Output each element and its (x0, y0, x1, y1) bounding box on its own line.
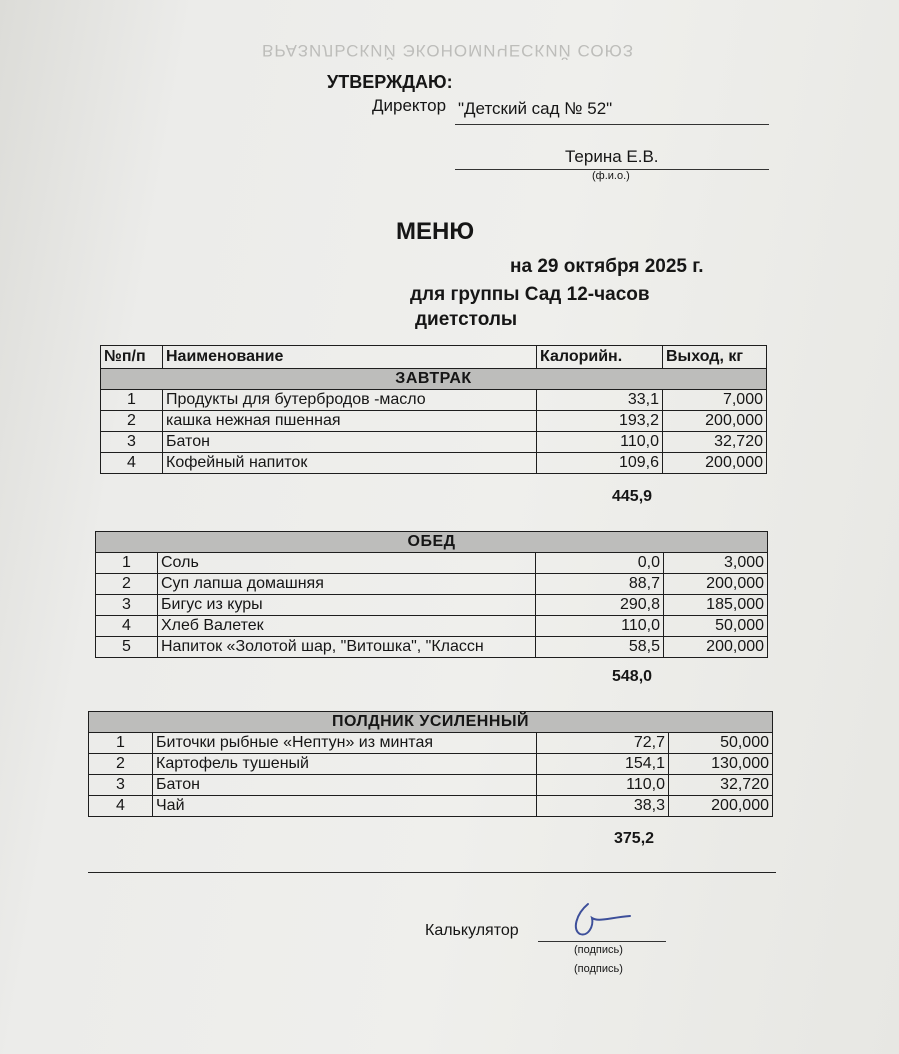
row-name: Кофейный напиток (163, 453, 537, 474)
row-calories: 110,0 (536, 616, 664, 637)
row-num: 1 (89, 733, 153, 754)
row-name: кашка нежная пшенная (163, 411, 537, 432)
row-output: 50,000 (669, 733, 773, 754)
row-output: 3,000 (664, 553, 768, 574)
table-row (101, 411, 767, 432)
breakfast-table (100, 345, 767, 474)
col-num-header: №п/п (101, 346, 163, 369)
row-calories: 58,5 (536, 637, 664, 658)
table-row (89, 754, 773, 775)
row-calories: 193,2 (537, 411, 663, 432)
section-row (96, 532, 768, 553)
row-num: 3 (89, 775, 153, 796)
row-output: 32,720 (663, 432, 767, 453)
section-row (101, 369, 767, 390)
row-num: 3 (96, 595, 158, 616)
table-row (89, 775, 773, 796)
row-output: 200,000 (664, 574, 768, 595)
table-row (101, 432, 767, 453)
row-calories: 154,1 (537, 754, 669, 775)
lunch-table (95, 531, 768, 658)
row-name: Батон (163, 432, 537, 453)
row-num: 2 (101, 411, 163, 432)
row-name: Хлеб Валетек (158, 616, 536, 637)
row-output: 200,000 (669, 796, 773, 817)
row-name: Чай (153, 796, 537, 817)
row-calories: 88,7 (536, 574, 664, 595)
table-row (96, 595, 768, 616)
snack-table (88, 711, 773, 817)
section-title: ПОЛДНИК УСИЛЕННЫЙ (89, 712, 773, 733)
row-output: 200,000 (664, 637, 768, 658)
row-num: 1 (101, 390, 163, 411)
col-output-header: Выход, кг (663, 346, 767, 369)
row-calories: 33,1 (537, 390, 663, 411)
row-num: 2 (89, 754, 153, 775)
row-num: 4 (89, 796, 153, 817)
director-label: Директор (372, 96, 447, 115)
section-title: ОБЕД (96, 532, 768, 553)
diet-line: диетстолы (415, 309, 518, 330)
section-row (89, 712, 773, 733)
row-num: 3 (101, 432, 163, 453)
row-num: 4 (101, 453, 163, 474)
divider-line (88, 872, 776, 873)
table-row (101, 453, 767, 474)
row-name: Напиток «Золотой шар, "Витошка", "Классн (158, 637, 536, 658)
director-name: Терина Е.В. (565, 147, 659, 166)
group-line: для группы Сад 12-часов (410, 284, 650, 305)
row-output: 130,000 (669, 754, 773, 775)
breakfast-total: 445,9 (612, 488, 653, 505)
table-row (96, 553, 768, 574)
row-calories: 110,0 (537, 775, 669, 796)
section-title: ЗАВТРАК (101, 369, 767, 390)
director-value: "Детский сад № 52" (458, 99, 613, 118)
col-calories-header: Калорийн. (537, 346, 663, 369)
row-name: Бигус из куры (158, 595, 536, 616)
table-row (96, 616, 768, 637)
director-underline (455, 124, 769, 125)
row-name: Картофель тушеный (153, 754, 537, 775)
lunch-total: 548,0 (612, 668, 653, 685)
page-title: МЕНЮ (396, 218, 475, 245)
row-output: 185,000 (664, 595, 768, 616)
calculator-label: Калькулятор (425, 922, 519, 939)
table-row (89, 733, 773, 754)
bleed-through-text: ВРАЗИЛЬСКИЙ ЭКОНОМИЧЕСКИЙ СОЮЗ (262, 41, 635, 60)
row-name: Продукты для бутербродов -масло (163, 390, 537, 411)
fio-caption: (ф.и.о.) (592, 170, 630, 182)
row-num: 4 (96, 616, 158, 637)
row-name: Соль (158, 553, 536, 574)
row-name: Биточки рыбные «Нептун» из минтая (153, 733, 537, 754)
handwritten-signature (568, 900, 638, 940)
signature-underline (538, 941, 666, 942)
snack-total: 375,2 (614, 830, 655, 847)
table-row (89, 796, 773, 817)
approve-heading: УТВЕРЖДАЮ: (327, 72, 453, 92)
row-num: 1 (96, 553, 158, 574)
row-output: 200,000 (663, 411, 767, 432)
row-output: 50,000 (664, 616, 768, 637)
signature-caption: (подпись) (574, 944, 623, 956)
signature-caption: (подпись) (574, 963, 623, 975)
row-calories: 110,0 (537, 432, 663, 453)
header-row (101, 346, 767, 369)
row-num: 5 (96, 637, 158, 658)
row-num: 2 (96, 574, 158, 595)
row-calories: 109,6 (537, 453, 663, 474)
row-calories: 38,3 (537, 796, 669, 817)
row-calories: 0,0 (536, 553, 664, 574)
table-row (101, 390, 767, 411)
table-row (96, 574, 768, 595)
row-output: 32,720 (669, 775, 773, 796)
row-output: 7,000 (663, 390, 767, 411)
row-calories: 72,7 (537, 733, 669, 754)
row-calories: 290,8 (536, 595, 664, 616)
table-row (96, 637, 768, 658)
row-name: Батон (153, 775, 537, 796)
row-name: Суп лапша домашняя (158, 574, 536, 595)
date-line: на 29 октября 2025 г. (510, 256, 704, 277)
col-name-header: Наименование (163, 346, 537, 369)
row-output: 200,000 (663, 453, 767, 474)
